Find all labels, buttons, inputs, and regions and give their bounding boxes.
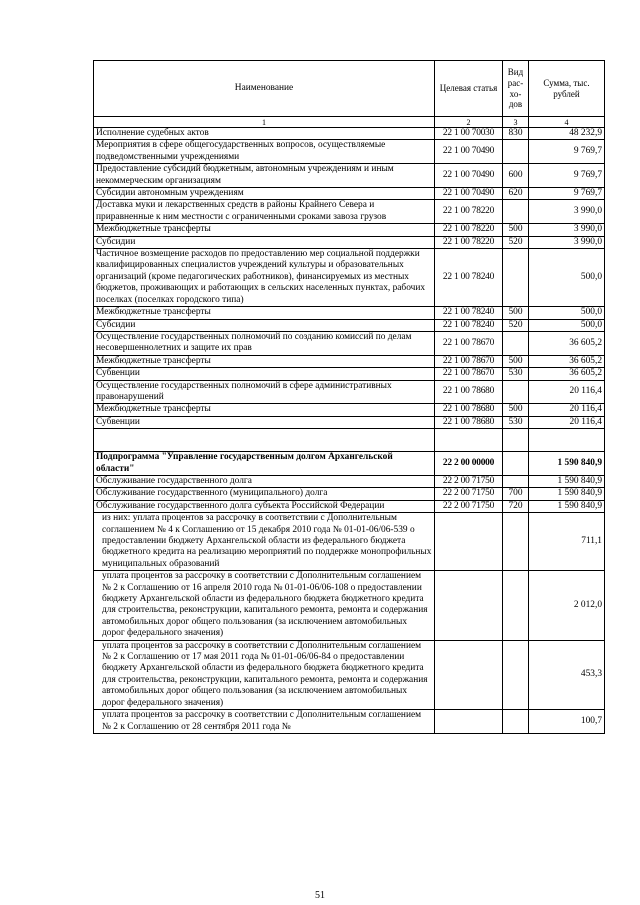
row-sum: 20 116,4: [529, 380, 605, 404]
row-name: Субсидии автономным учреждениям: [94, 188, 435, 200]
row-code: 22 2 00 71750: [435, 488, 503, 500]
row-code: 22 1 00 78240: [435, 307, 503, 319]
row-sum: 36 605,2: [529, 331, 605, 355]
row-code: 22 1 00 78220: [435, 236, 503, 248]
row-name: из них: уплата процентов за рассрочку в соответствии с Дополнительным соглашением № 4 к Соглашению от 15 декабря 2010 года № 01-01-06/06-539 о предоставлении бюджету Архангельской области из федерального бюджета бюджетного кредита на реализацию мероприятий по поддержке монопрофильных муниципальных образований: [94, 513, 435, 571]
row-name: уплата процентов за рассрочку в соответствии с Дополнительным соглашением № 2 к Соглашению от 16 апреля 2010 года № 01-01-06/06-108 о предоставлении бюджету Архангельской области из федерального бюджета бюджетного кредита для строительства, реконструкции, капитального ремонта, ремонта и содержания автомобильных дорог общего пользования (за исключением автомобильных дорог федерального значения): [94, 571, 435, 640]
row-vid: 530: [503, 416, 529, 428]
row-name: Мероприятия в сфере общегосударственных вопросов, осуществляемые подведомственными учреждениями: [94, 140, 435, 164]
row-code: 22 1 00 78680: [435, 416, 503, 428]
row-code: 22 1 00 70490: [435, 140, 503, 164]
row-code: 22 1 00 78670: [435, 368, 503, 380]
row-vid: [503, 475, 529, 487]
row-vid: 520: [503, 236, 529, 248]
row-vid: [503, 513, 529, 571]
row-vid: 500: [503, 224, 529, 236]
row-vid: 500: [503, 404, 529, 416]
row-code: 22 2 00 71750: [435, 500, 503, 512]
table-row: [94, 368, 605, 380]
row-name: Подпрограмма "Управление государственным долгом Архангельской области": [94, 452, 435, 476]
row-name: Субвенции: [94, 416, 435, 428]
header-kind: Вид рас- хо- дов: [503, 61, 529, 117]
budget-table: [93, 60, 605, 734]
row-code: 22 1 00 78680: [435, 404, 503, 416]
table-row: [94, 307, 605, 319]
table-row: [94, 488, 605, 500]
row-code: 22 1 00 70490: [435, 188, 503, 200]
row-name: Частичное возмещение расходов по предоставлению мер социальной поддержки квалифицированных специалистов учреждений культуры и образовательных организаций (кроме педагогических работников), финансируемых из местных бюджетов, проживающих и работающих в сельских населенных пунктах, рабочих поселках (поселках городского типа): [94, 249, 435, 307]
row-name: Межбюджетные трансферты: [94, 404, 435, 416]
table-row: [94, 355, 605, 367]
row-code: [435, 513, 503, 571]
row-sum: 20 116,4: [529, 404, 605, 416]
row-vid: [503, 380, 529, 404]
row-sum: 9 769,7: [529, 140, 605, 164]
row-sum: 36 605,2: [529, 368, 605, 380]
table-row: [94, 188, 605, 200]
row-sum: 453,3: [529, 640, 605, 709]
row-sum: 36 605,2: [529, 355, 605, 367]
subprogram-row: [94, 452, 605, 476]
row-vid: [503, 452, 529, 476]
row-vid: [503, 710, 529, 734]
table-row: [94, 236, 605, 248]
row-name: Исполнение судебных актов: [94, 128, 435, 140]
table-row: [94, 404, 605, 416]
row-sum: 711,1: [529, 513, 605, 571]
table-row: [94, 475, 605, 487]
row-name: Осуществление государственных полномочий по созданию комиссий по делам несовершеннолетних и защите их прав: [94, 331, 435, 355]
row-name: Обслуживание государственного долга субъекта Российской Федерации: [94, 500, 435, 512]
row-name: Обслуживание государственного долга: [94, 475, 435, 487]
row-vid: [503, 249, 529, 307]
row-vid: 520: [503, 319, 529, 331]
row-code: [435, 640, 503, 709]
row-sum: 1 590 840,9: [529, 452, 605, 476]
header-target: Целевая статья: [435, 61, 503, 117]
row-sum: 3 990,0: [529, 200, 605, 224]
row-vid: 700: [503, 488, 529, 500]
row-code: 22 1 00 70490: [435, 164, 503, 188]
col-number: 2: [435, 117, 503, 128]
row-code: [435, 710, 503, 734]
detail-row: [94, 710, 605, 734]
row-sum: 100,7: [529, 710, 605, 734]
row-name: Межбюджетные трансферты: [94, 224, 435, 236]
row-name: уплата процентов за рассрочку в соответствии с Дополнительным соглашением № 2 к Соглашению от 17 мая 2011 года № 01-01-06/06-84 о предоставлении бюджету Архангельской области из федерального бюджета бюджетного кредита для строительства, реконструкции, капитального ремонта, ремонта и содержания автомобильных дорог общего пользования (за исключением автомобильных дорог федерального значения): [94, 640, 435, 709]
col-number: 3: [503, 117, 529, 128]
table-row: [94, 164, 605, 188]
row-vid: [503, 140, 529, 164]
col-number: 1: [94, 117, 435, 128]
row-sum: 9 769,7: [529, 164, 605, 188]
table-row: [94, 128, 605, 140]
row-sum: 500,0: [529, 307, 605, 319]
row-sum: 48 232,9: [529, 128, 605, 140]
row-name: Субсидии: [94, 319, 435, 331]
row-code: 22 1 00 78240: [435, 249, 503, 307]
row-code: 22 2 00 71750: [435, 475, 503, 487]
row-vid: 500: [503, 355, 529, 367]
row-vid: 830: [503, 128, 529, 140]
row-sum: 1 590 840,9: [529, 475, 605, 487]
row-vid: [503, 331, 529, 355]
table-row: [94, 249, 605, 307]
document-page: [93, 60, 604, 734]
row-code: 22 1 00 78680: [435, 380, 503, 404]
row-sum: 3 990,0: [529, 236, 605, 248]
row-code: 22 1 00 78220: [435, 224, 503, 236]
row-sum: 20 116,4: [529, 416, 605, 428]
row-sum: 500,0: [529, 319, 605, 331]
table-row: [94, 380, 605, 404]
table-row: [94, 140, 605, 164]
row-vid: [503, 200, 529, 224]
table-row: [94, 416, 605, 428]
table-row: [94, 224, 605, 236]
row-code: 22 1 00 78670: [435, 331, 503, 355]
table-row: [94, 500, 605, 512]
table-row: [94, 331, 605, 355]
row-code: 22 1 00 78220: [435, 200, 503, 224]
detail-row: [94, 513, 605, 571]
row-vid: 720: [503, 500, 529, 512]
row-name: Межбюджетные трансферты: [94, 355, 435, 367]
detail-row: [94, 571, 605, 640]
row-sum: 9 769,7: [529, 188, 605, 200]
row-sum: 1 590 840,9: [529, 500, 605, 512]
detail-row: [94, 640, 605, 709]
row-code: 22 1 00 78240: [435, 319, 503, 331]
row-vid: 530: [503, 368, 529, 380]
row-name: Обслуживание государственного (муниципального) долга: [94, 488, 435, 500]
row-vid: [503, 640, 529, 709]
row-code: 22 2 00 00000: [435, 452, 503, 476]
row-code: 22 1 00 78670: [435, 355, 503, 367]
table-row: [94, 319, 605, 331]
row-name: Субсидии: [94, 236, 435, 248]
table-row: [94, 200, 605, 224]
row-name: Предоставление субсидий бюджетным, автономным учреждениям и иным некоммерческим организациям: [94, 164, 435, 188]
column-numbers-row: [94, 117, 605, 128]
row-code: 22 1 00 70030: [435, 128, 503, 140]
table-header-row: [94, 61, 605, 117]
row-sum: 2 012,0: [529, 571, 605, 640]
row-vid: [503, 571, 529, 640]
spacer-row: [94, 429, 605, 452]
row-vid: 500: [503, 307, 529, 319]
page-number: 51: [315, 890, 325, 901]
row-sum: 3 990,0: [529, 224, 605, 236]
header-name: Наименование: [94, 61, 435, 117]
row-code: [435, 571, 503, 640]
row-name: Доставка муки и лекарственных средств в районы Крайнего Севера и приравненные к ним местности с ограниченными сроками завоза грузов: [94, 200, 435, 224]
row-name: Осуществление государственных полномочий в сфере административных правонарушений: [94, 380, 435, 404]
row-sum: 1 590 840,9: [529, 488, 605, 500]
header-sum: Сумма, тыс. рублей: [529, 61, 605, 117]
row-name: Субвенции: [94, 368, 435, 380]
row-vid: 620: [503, 188, 529, 200]
row-sum: 500,0: [529, 249, 605, 307]
row-vid: 600: [503, 164, 529, 188]
row-name: Межбюджетные трансферты: [94, 307, 435, 319]
row-name: уплата процентов за рассрочку в соответствии с Дополнительным соглашением № 2 к Соглашению от 28 сентября 2011 года №: [94, 710, 435, 734]
col-number: 4: [529, 117, 605, 128]
